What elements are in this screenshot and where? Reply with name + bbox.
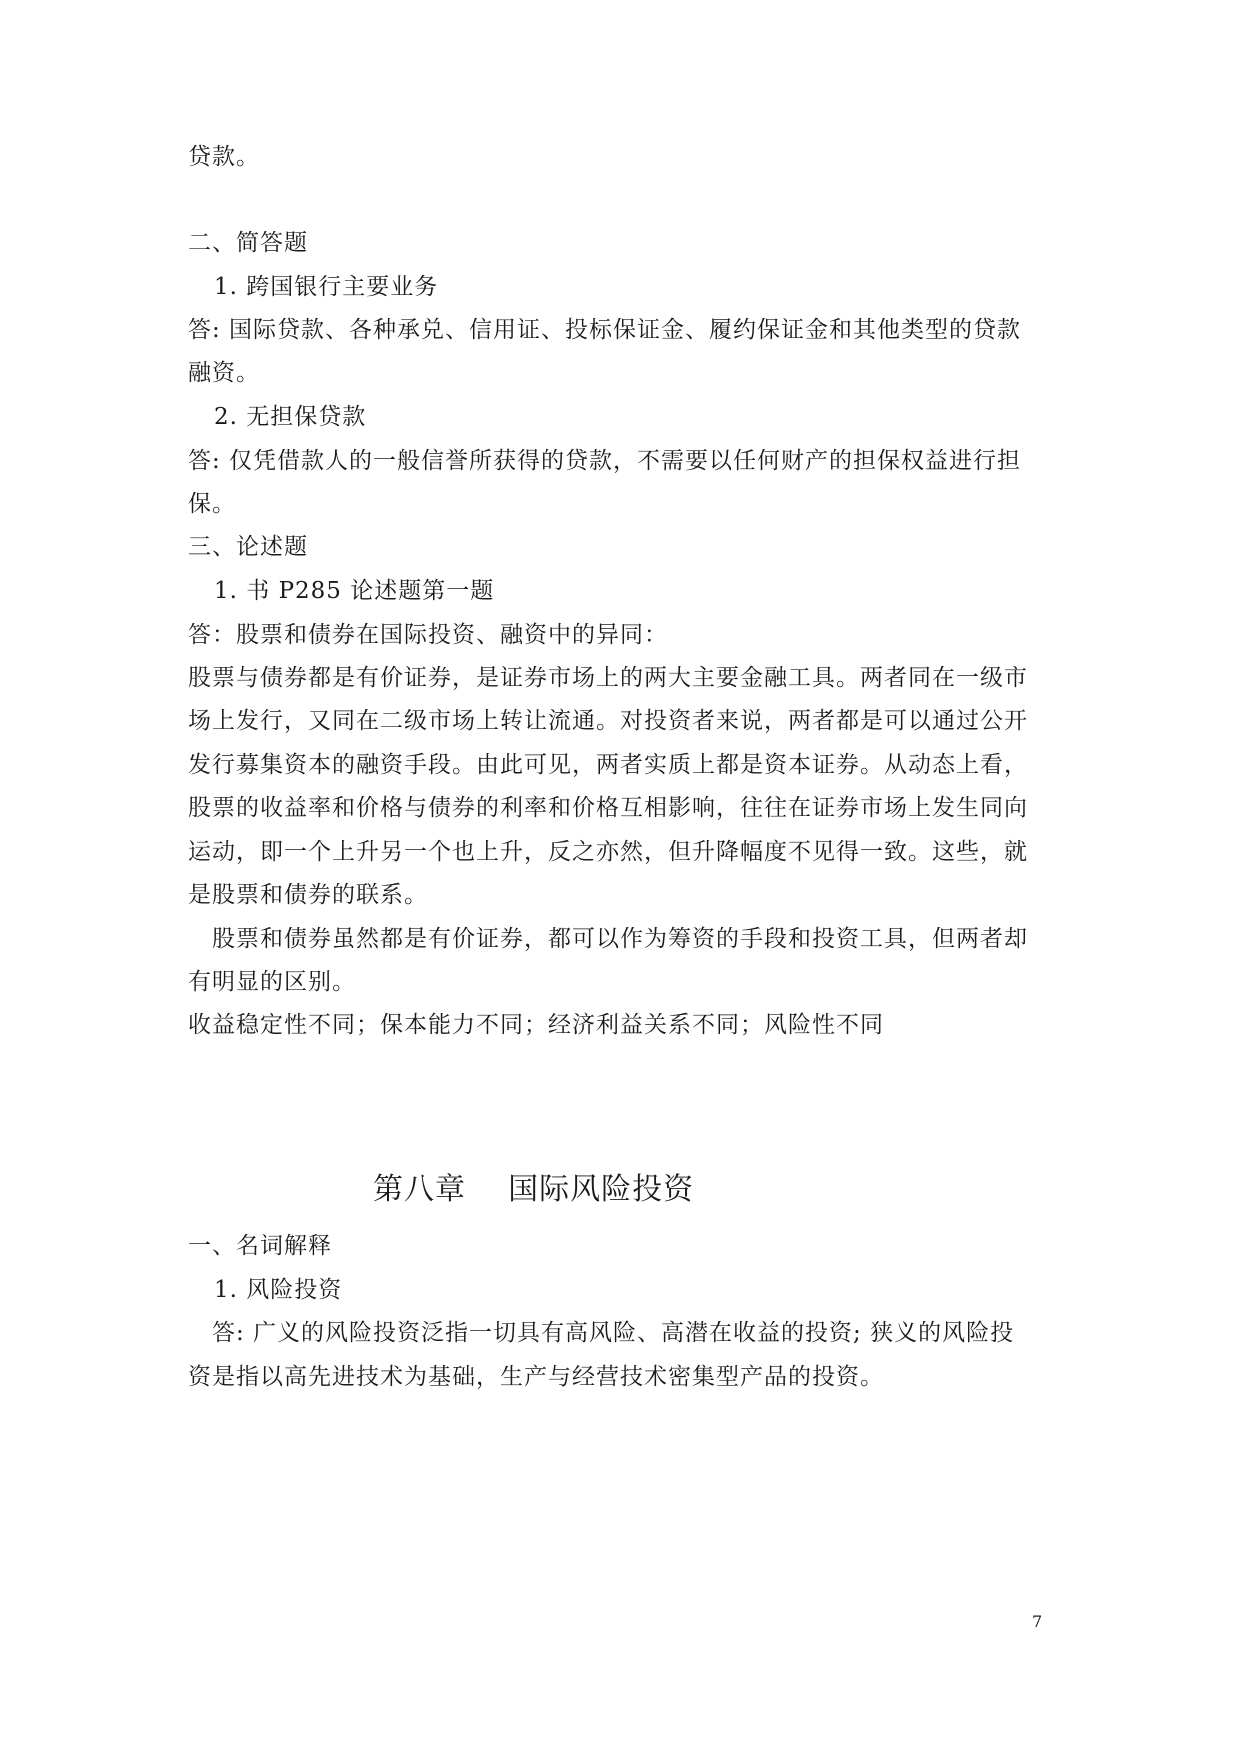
answer-text: 资是指以高先进技术为基础，生产与经营技术密集型产品的投资。 (188, 1364, 884, 1390)
page-number: 7 (1032, 1612, 1043, 1631)
answer-text: 答: 仅凭借款人的一般信誉所获得的贷款，不需要以任何财产的担保权益进行担 (188, 448, 1022, 474)
question-title: 1. 风险投资 (214, 1277, 343, 1303)
answer-text: 是股票和债券的联系。 (188, 882, 428, 908)
answer-text: 答: 国际贷款、各种承兑、信用证、投标保证金、履约保证金和其他类型的贷款 (188, 317, 1022, 343)
answer-text: 场上发行，又同在二级市场上转让流通。对投资者来说，两者都是可以通过公开 (188, 708, 1028, 734)
answer-text: 保。 (188, 491, 236, 517)
answer-text: 股票与债券都是有价证券，是证券市场上的两大主要金融工具。两者同在一级市 (188, 665, 1028, 691)
section-heading-essay: 三、论述题 (188, 534, 308, 560)
answer-text: 发行募集资本的融资手段。由此可见，两者实质上都是资本证券。从动态上看， (188, 752, 1028, 778)
section-heading-short-answer: 二、简答题 (188, 230, 308, 256)
answer-text: 答：股票和债券在国际投资、融资中的异同： (188, 622, 668, 648)
answer-text: 答: 广义的风险投资泛指一切具有高风险、高潜在收益的投资; 狭义的风险投 (212, 1320, 1015, 1346)
answer-text: 融资。 (188, 360, 260, 386)
section-heading-definitions: 一、名词解释 (188, 1233, 332, 1259)
answer-text: 运动，即一个上升另一个也上升，反之亦然，但升降幅度不见得一致。这些，就 (188, 839, 1028, 865)
paragraph-continuation: 贷款。 (188, 144, 260, 170)
answer-text: 股票的收益率和价格与债券的利率和价格互相影响，往往在证券市场上发生同向 (188, 795, 1028, 821)
answer-text: 收益稳定性不同；保本能力不同；经济利益关系不同；风险性不同 (188, 1012, 884, 1038)
question-title: 2. 无担保贷款 (214, 404, 367, 430)
answer-text: 有明显的区别。 (188, 969, 356, 995)
question-title: 1. 跨国银行主要业务 (214, 274, 439, 300)
chapter-title: 第八章 国际风险投资 (373, 1172, 695, 1207)
question-title: 1. 书 P285 论述题第一题 (214, 578, 495, 604)
answer-text: 股票和债券虽然都是有价证券，都可以作为筹资的手段和投资工具，但两者却 (212, 926, 1028, 952)
